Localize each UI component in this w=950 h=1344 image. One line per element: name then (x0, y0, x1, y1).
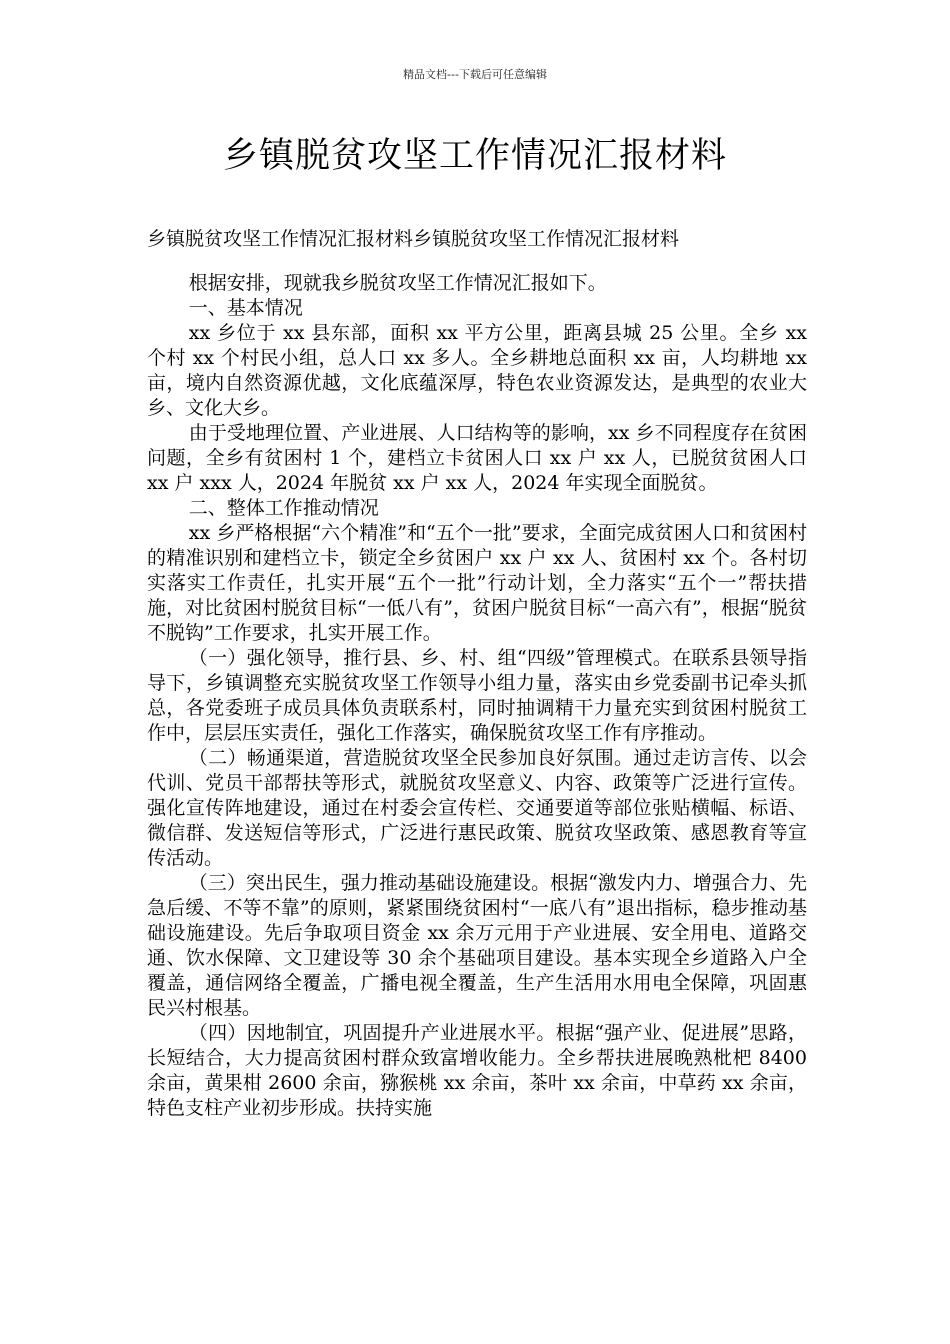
section-heading-progress: 二、整体工作推动情况 (188, 497, 379, 519)
paragraph: （四）因地制宜，巩固提升产业进展水平。根据“强产业、促进展”思路，长短结合，大力提高贫困村群众致富增收能力。全乡帮扶进展晚熟枇杷 8400 余亩，黄果柑 2600 余亩，猕猴桃 xx 余亩，茶叶 xx 余亩，中草药 xx 余亩，特色支柱产业初步形成。扶持实施 (147, 1022, 807, 1119)
paragraph: xx 乡位于 xx 县东部，面积 xx 平方公里，距离县城 25 公里。全乡 xx 个村 xx 个村民小组，总人口 xx 多人。全乡耕地总面积 xx 亩，人均耕地 xx 亩，境内自然资源优越，文化底蕴深厚，特色农业资源发达，是典型的农业大乡、文化大乡。 (147, 322, 807, 419)
document-title: 乡镇脱贫攻坚工作情况汇报材料 (222, 136, 727, 176)
paragraph: 由于受地理位置、产业进展、人口结构等的影响，xx 乡不同程度存在贫困问题，全乡有贫困村 1 个，建档立卡贫困人口 xx 户 xx 人，已脱贫贫困人口 xx 户 xxx 人，2024 年脱贫 xx 户 xx 人，2024 年实现全面脱贫。 (147, 422, 807, 494)
paragraph: （一）强化领导，推行县、乡、村、组“四级”管理模式。在联系县领导指导下，乡镇调整充实脱贫攻坚工作领导小组力量，落实由乡党委副书记牵头抓总，各党委班子成员具体负责联系村，同时抽调精干力量充实到贫困村脱贫工作中，层层压实责任，强化工作落实，确保脱贫攻坚工作有序推动。 (147, 647, 807, 744)
section-heading-basic: 一、基本情况 (188, 297, 303, 319)
paragraph: xx 乡严格根据“六个精准”和“五个一批”要求，全面完成贫困人口和贫困村的精准识别和建档立卡，锁定全乡贫困户 xx 户 xx 人、贫困村 xx 个。各村切实落实工作责任，扎实开展“五个一批”行动计划，全力落实“五个一”帮扶措施，对比贫困村脱贫目标“一低八有”，贫困户脱贫目标“一高六有”，根据“脱贫不脱钩”工作要求，扎实开展工作。 (147, 522, 807, 644)
paragraph-intro: 根据安排，现就我乡脱贫攻坚工作情况汇报如下。 (188, 272, 607, 294)
document-subtitle: 乡镇脱贫攻坚工作情况汇报材料乡镇脱贫攻坚工作情况汇报材料 (147, 228, 680, 250)
page-header: 精品文档---下载后可任意编辑 (403, 68, 547, 81)
paragraph: （三）突出民生，强力推动基础设施建设。根据“激发内力、增强合力、先急后缓、不等不靠”的原则，紧紧围绕贫困村“一底八有”退出指标，稳步推动基础设施建设。先后争取项目资金 xx 余万元用于产业进展、安全用电、道路交通、饮水保障、文卫建设等 30 余个基础项目建设。基本实现全乡道路入户全覆盖，通信网络全覆盖，广播电视全覆盖，生产生活用水用电全保障，巩固惠民兴村根基。 (147, 872, 807, 1019)
paragraph: （二）畅通渠道，营造脱贫攻坚全民参加良好氛围。通过走访言传、以会代训、党员干部帮扶等形式，就脱贫攻坚意义、内容、政策等广泛进行宣传。强化宣传阵地建设，通过在村委会宣传栏、交通要道等部位张贴横幅、标语、微信群、发送短信等形式，广泛进行惠民政策、脱贫攻坚政策、感恩教育等宣传活动。 (147, 747, 807, 869)
document-body (147, 271, 807, 1121)
